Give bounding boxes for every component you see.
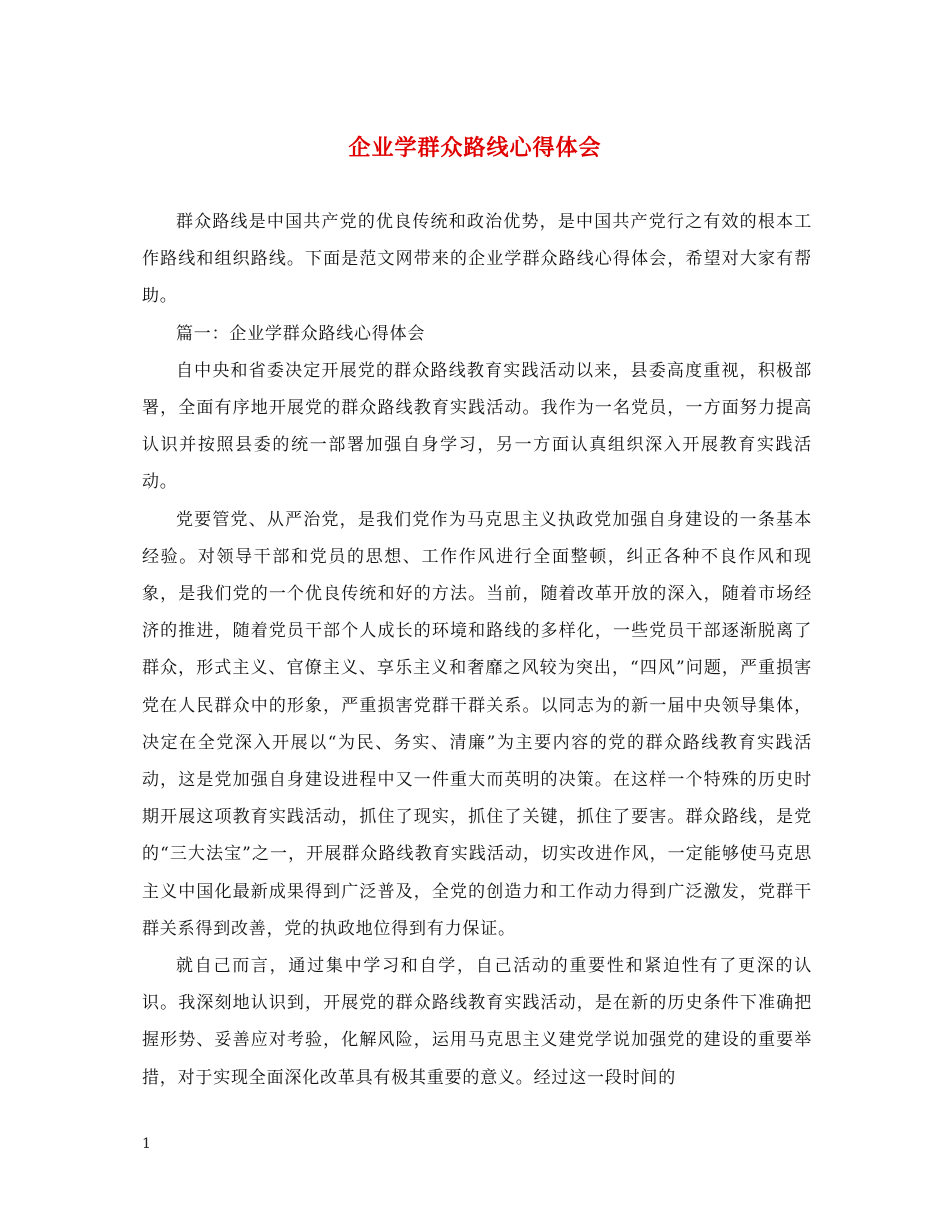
page-number: 1 (142, 1136, 151, 1152)
paragraph: 就自己而言，通过集中学习和自学，自己活动的重要性和紧迫性有了更深的认识。我深刻地认识到，开展党的群众路线教育实践活动，是在新的历史条件下准确把握形势、妥善应对考验，化解风险，运用马克思主义建党学说加强党的建设的重要举措，对于实现全面深化改革具有极其重要的意义。经过这一段时间的 (142, 956, 812, 1088)
document-body (142, 204, 812, 1097)
paragraph: 党要管党、从严治党，是我们党作为马克思主义执政党加强自身建设的一条基本经验。对领导干部和党员的思想、工作作风进行全面整顿，纠正各种不良作风和现象，是我们党的一个优良传统和好的方法。当前，随着改革开放的深入，随着市场经济的推进，随着党员干部个人成长的环境和路线的多样化，一些党员干部逐渐脱离了群众，形式主义、官僚主义、享乐主义和奢靡之风较为突出，“四风”问题，严重损害党在人民群众中的形象，严重损害党群干群关系。以同志为的新一届中央领导集体，决定在全党深入开展以“为民、务实、清廉”为主要内容的党的群众路线教育实践活动，这是党加强自身建设进程中又一件重大而英明的决策。在这样一个特殊的历史时期开展这项教育实践活动，抓住了现实，抓住了关键，抓住了要害。群众路线，是党的“三大法宝”之一，开展群众路线教育实践活动，切实改进作风，一定能够使马克思主义中国化最新成果得到广泛普及，全党的创造力和工作动力得到广泛激发，党群干群关系得到改善，党的执政地位得到有力保证。 (142, 509, 812, 939)
paragraph: 自中央和省委决定开展党的群众路线教育实践活动以来，县委高度重视，积极部署，全面有序地开展党的群众路线教育实践活动。我作为一名党员，一方面努力提高认识并按照县委的统一部署加强自身学习，另一方面认真组织深入开展教育实践活动。 (142, 360, 812, 493)
paragraph-intro: 群众路线是中国共产党的优良传统和政治优势，是中国共产党行之有效的根本工作路线和组织路线。下面是范文网带来的企业学群众路线心得体会，希望对大家有帮助。 (142, 212, 812, 307)
section-heading: 篇一：企业学群众路线心得体会 (176, 323, 426, 344)
document-title: 企业学群众路线心得体会 (348, 135, 602, 161)
